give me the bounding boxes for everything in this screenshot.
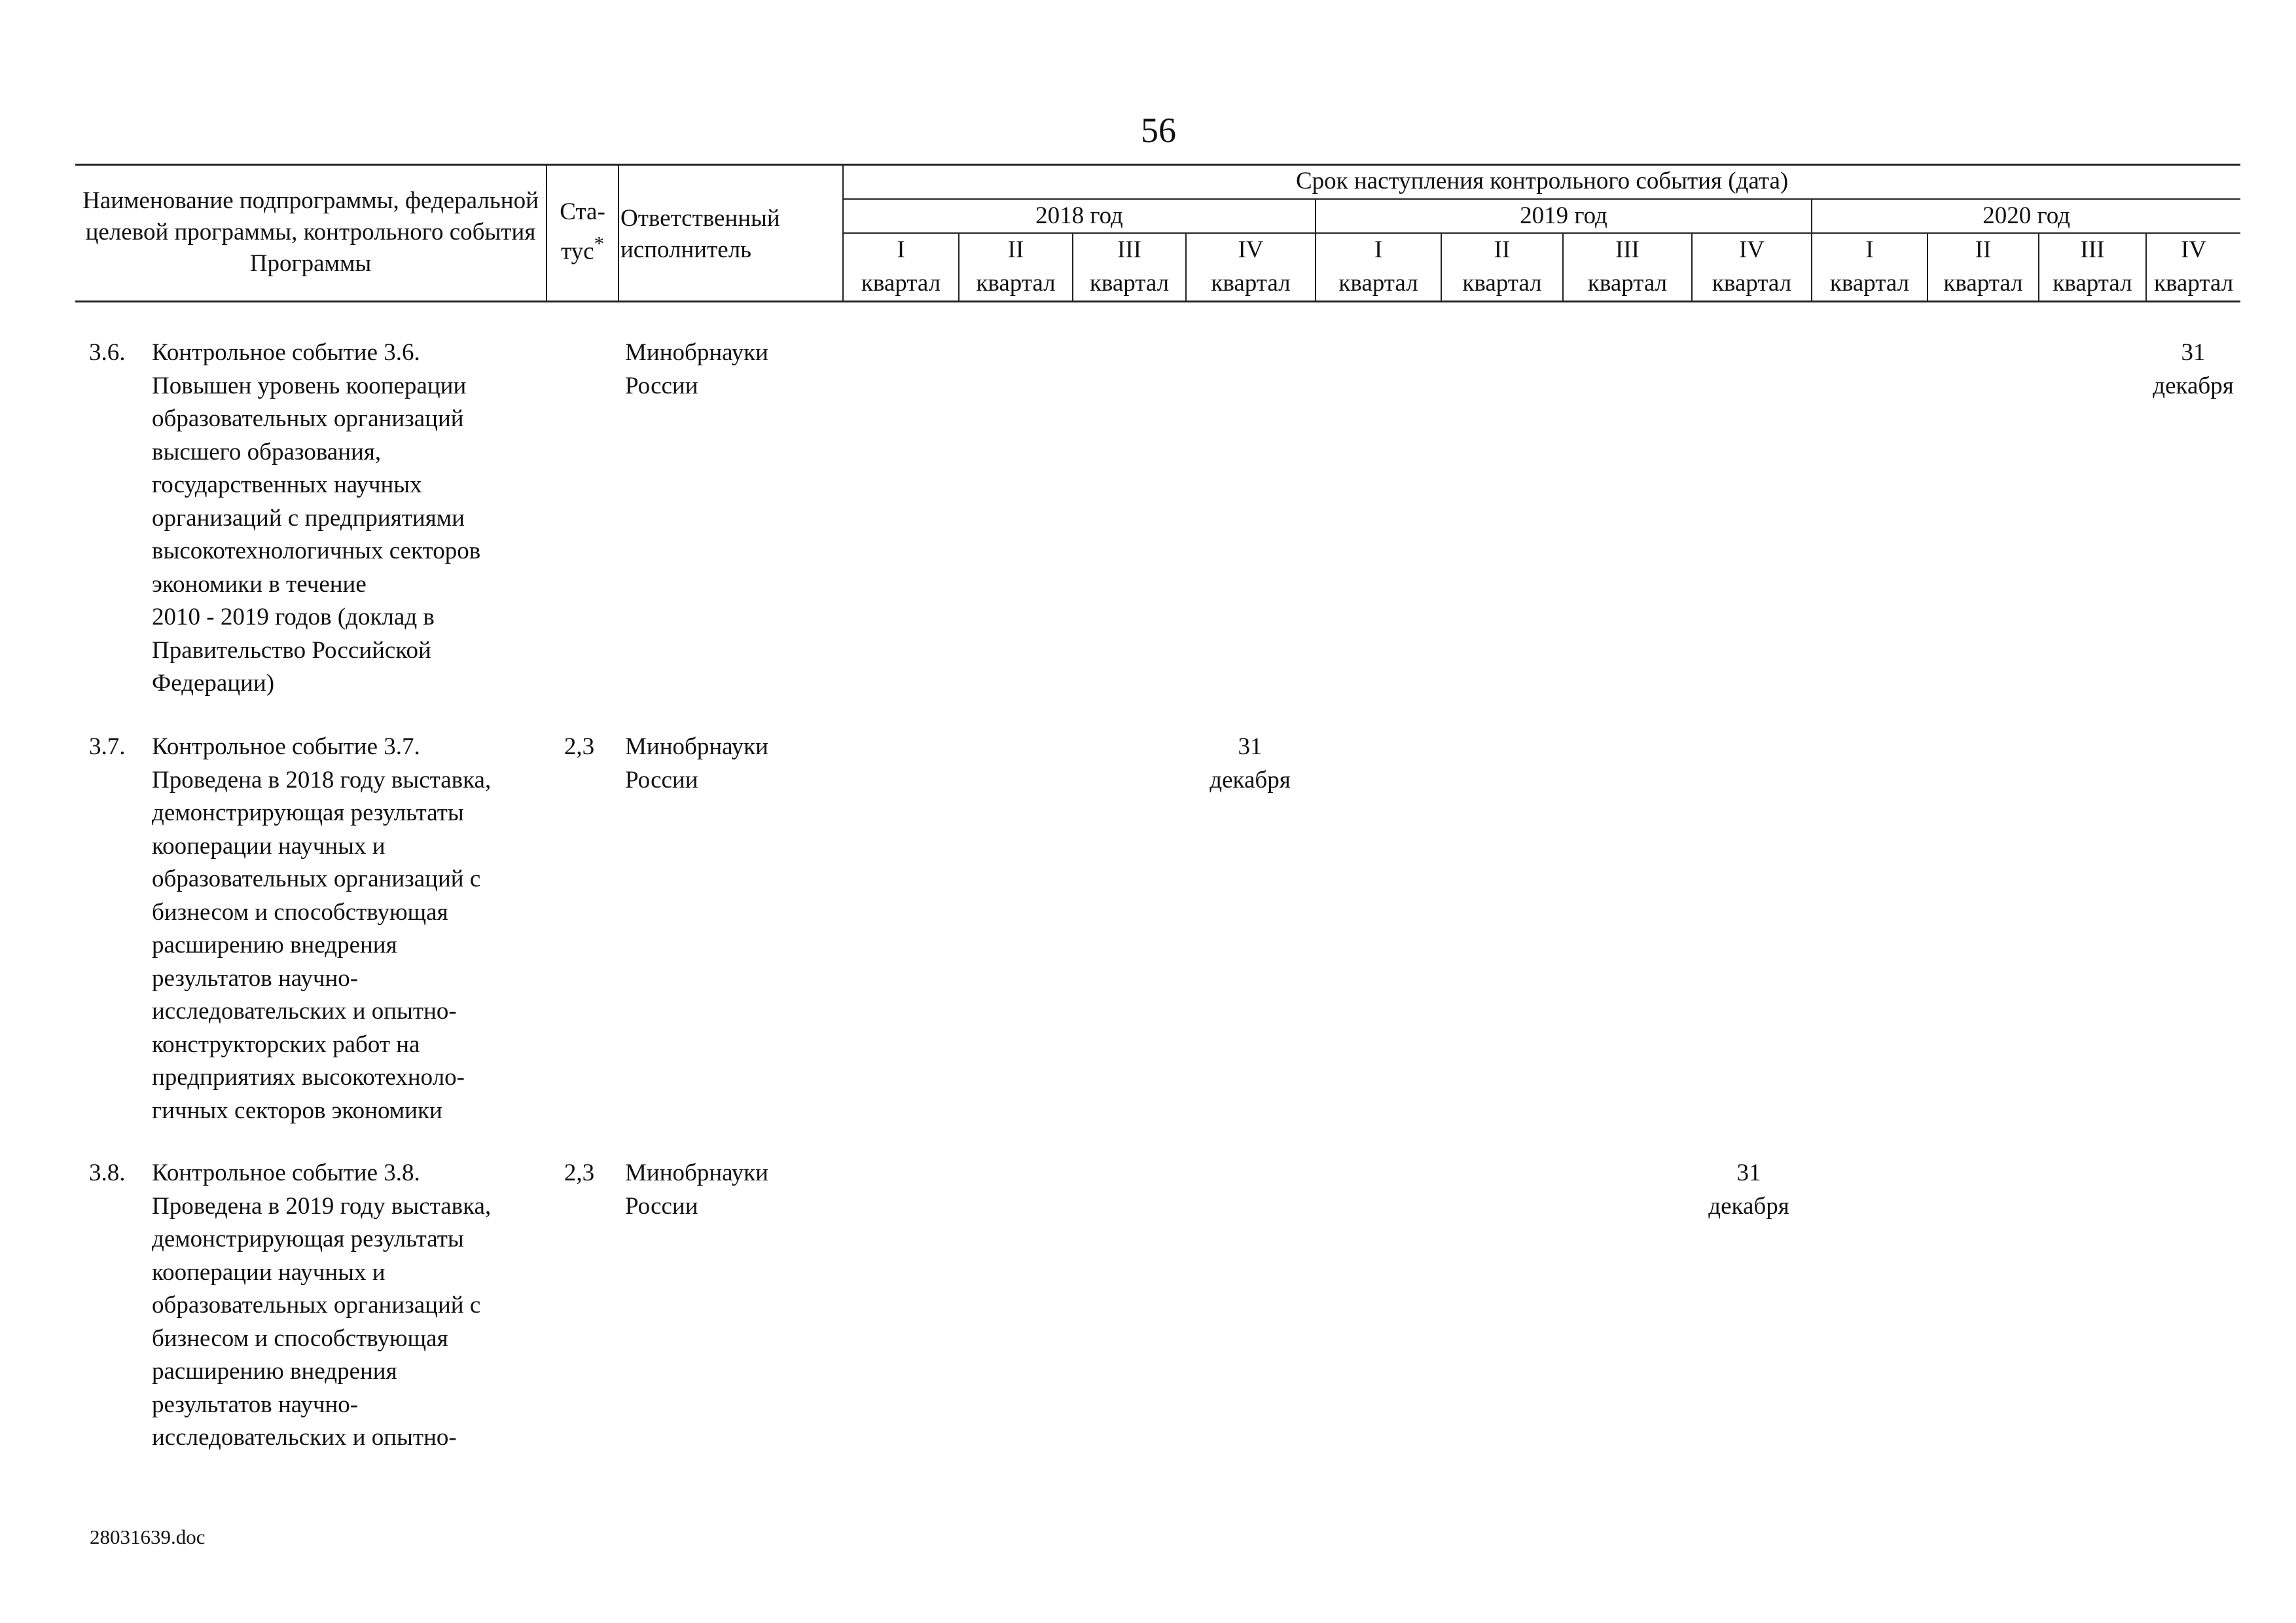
table-header-bottom-rule (75, 301, 2240, 302)
row-number: 3.6. (89, 339, 126, 366)
header-year-2019: 2019 год (1316, 199, 1812, 233)
header-quarter-numeral: II (1928, 233, 2039, 266)
header-year-2018: 2018 год (843, 199, 1316, 233)
header-year-2020: 2020 год (1812, 199, 2240, 233)
header-quarter-numeral: IV (1692, 233, 1812, 266)
header-quarter-word: квартал (2146, 266, 2240, 301)
header-quarter-numeral: II (959, 233, 1073, 266)
header-quarter-word: квартал (1186, 266, 1316, 301)
document-filename: 28031639.doc (90, 1525, 206, 1548)
header-quarter-word: квартал (1441, 266, 1563, 301)
header-status-footnote-mark: * (594, 232, 605, 255)
row-event-name: Контрольное событие 3.6. Повышен уровень кооперации образовательных организаций высшего образования, государственных научных организаций с предприятиями высокотехнологичных секторов экономики в течение 2010 - 2019 годов (доклад в Правительство Российской Федерации) (152, 339, 481, 697)
header-quarter-numeral: IV (1186, 233, 1316, 266)
header-quarter-word: квартал (1073, 266, 1186, 301)
header-status-column (547, 164, 619, 301)
header-quarter-word: квартал (1692, 266, 1812, 301)
row-deadline-date: 31 декабря (2153, 339, 2234, 399)
header-quarter-numeral: IV (2146, 233, 2240, 266)
header-quarter-word: квартал (959, 266, 1073, 301)
row-deadline-date: 31 декабря (1210, 733, 1291, 793)
row-event-name: Контрольное событие 3.7. Проведена в 2018 году выставка, демонстрирующая результаты кооперации научных и образовательных организаций с бизнесом и способствующая расширению внедрения результатов научно- исследовательских и опытно- конструкторских работ на предприятиях высокотехноло- гичных секторов экономики (152, 733, 492, 1124)
header-status-label: Ста-тус (560, 198, 605, 265)
row-responsible: Минобрнауки России (625, 1159, 768, 1220)
page-number: 56 (1141, 111, 1176, 150)
header-quarter-word: квартал (1812, 266, 1928, 301)
header-quarter-numeral: III (1073, 233, 1186, 266)
row-event-name: Контрольное событие 3.8. Проведена в 2019 году выставка, демонстрирующая результаты кооперации научных и образовательных организаций с бизнесом и способствующая расширению внедрения результатов научно- исследовательских и опытно- (152, 1159, 492, 1451)
row-responsible: Минобрнауки России (625, 339, 768, 399)
row-status: 2,3 (564, 733, 595, 760)
header-responsible-column: Ответственный исполнитель (619, 164, 843, 301)
header-quarter-numeral: II (1441, 233, 1563, 266)
row-number: 3.8. (89, 1159, 126, 1186)
row-number: 3.7. (89, 733, 126, 760)
header-quarter-word: квартал (843, 266, 959, 301)
header-quarter-word: квартал (1928, 266, 2039, 301)
header-quarter-word: квартал (1316, 266, 1441, 301)
header-name-column: Наименование подпрограммы, федеральной целевой программы, контрольного события Программы (82, 187, 539, 277)
header-deadline-column: Срок наступления контрольного события (дата) (843, 164, 2240, 199)
header-quarter-numeral: I (1316, 233, 1441, 266)
row-deadline-date: 31 декабря (1708, 1159, 1789, 1220)
row-responsible: Минобрнауки России (625, 733, 768, 793)
header-quarter-numeral: I (1812, 233, 1928, 266)
header-quarter-numeral: III (2039, 233, 2146, 266)
table-header (75, 164, 2240, 301)
header-quarter-word: квартал (1563, 266, 1692, 301)
header-quarter-numeral: III (1563, 233, 1692, 266)
row-status: 2,3 (564, 1159, 595, 1186)
header-quarter-word: квартал (2039, 266, 2146, 301)
header-quarter-numeral: I (843, 233, 959, 266)
